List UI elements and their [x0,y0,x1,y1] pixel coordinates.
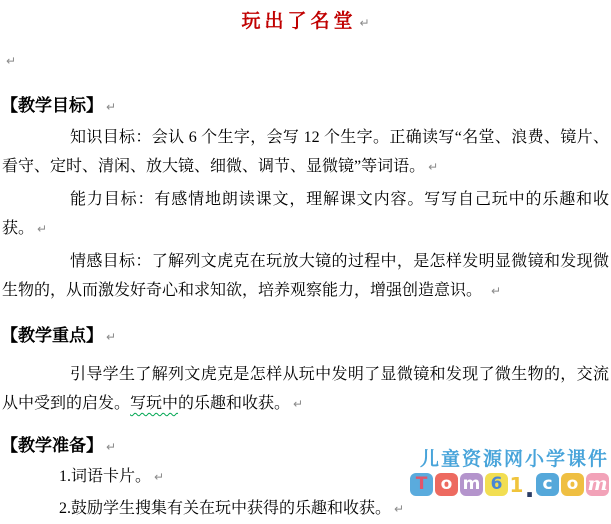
paragraph-text: 的乐趣和收获。 [178,395,291,412]
paragraph-text: 情感目标：了解列文虎克在玩放大镜的过程中，是怎样发明显微镜和发现微生物的，从而激发好奇心和求知欲，培养观察能力，增强创造意识。 [2,253,609,299]
section-heading-key-points [0,323,611,350]
document-page [0,9,611,517]
paragraph-mark-icon: ↵ [491,284,502,298]
section-heading-objectives [0,93,611,120]
paragraph-key-points [0,360,611,419]
paragraph-mark-icon: ↵ [106,330,117,344]
logo-digit-1: 1 [509,472,524,497]
logo-letter-m: m [460,473,483,496]
paragraph-mark-icon: ↵ [428,160,439,174]
logo-letter-c: c [536,473,559,496]
paragraph-mark-icon: ↵ [359,16,370,30]
watermark-site-name: 儿童资源网小学课件 [419,448,609,470]
empty-paragraph [0,48,611,74]
paragraph-ability-objective [0,185,611,244]
heading-text: 【教学目标】 [1,96,103,115]
paragraph-knowledge-objective [0,123,611,182]
paragraph-mark-icon: ↵ [106,100,117,114]
paragraph-mark-icon: ↵ [6,54,17,68]
paragraph-text: 知识目标：会认 6 个生字，会写 12 个生字。正确读写“名堂、浪费、镜片、看守、定时、清闲、放大镜、细微、调节、显微镜”等词语。 [2,129,609,175]
paragraph-mark-icon: ↵ [37,222,48,236]
list-item-encourage-collect [0,494,611,524]
paragraph-text: 能力目标：有感情地朗读课文，理解课文内容。写写自己玩中的乐趣和收获。 [2,191,609,237]
spellcheck-underlined-text: 写玩中 [130,395,179,412]
paragraph-mark-icon: ↵ [154,470,165,484]
logo-digit-6: 6 [485,473,508,496]
logo-dot: . [524,474,535,504]
paragraph-mark-icon: ↵ [394,502,405,516]
paragraph-text: 2.鼓励学生搜集有关在玩中获得的乐趣和收获。 [59,500,392,517]
document-title: 玩出了名堂 [241,11,357,32]
tom61-watermark-logo [410,444,609,504]
heading-text: 【教学重点】 [1,326,103,345]
logo-letter-o: o [435,473,458,496]
heading-text: 【教学准备】 [1,436,103,455]
paragraph-emotion-objective [0,247,611,306]
logo-letter-m2: m [587,473,608,495]
paragraph-text: 引导学生了解列文虎克是怎样从玩中发明了显微镜和发现了微生物的，交流从中受到的启发。 [2,366,609,412]
paragraph-mark-icon: ↵ [293,397,304,411]
watermark-domain-logo [410,472,609,504]
document-title-line [0,9,611,36]
logo-letter-o2: o [561,473,584,496]
logo-letter-T: T [410,473,433,496]
paragraph-text: 1.词语卡片。 [59,468,152,485]
paragraph-mark-icon: ↵ [106,440,117,454]
